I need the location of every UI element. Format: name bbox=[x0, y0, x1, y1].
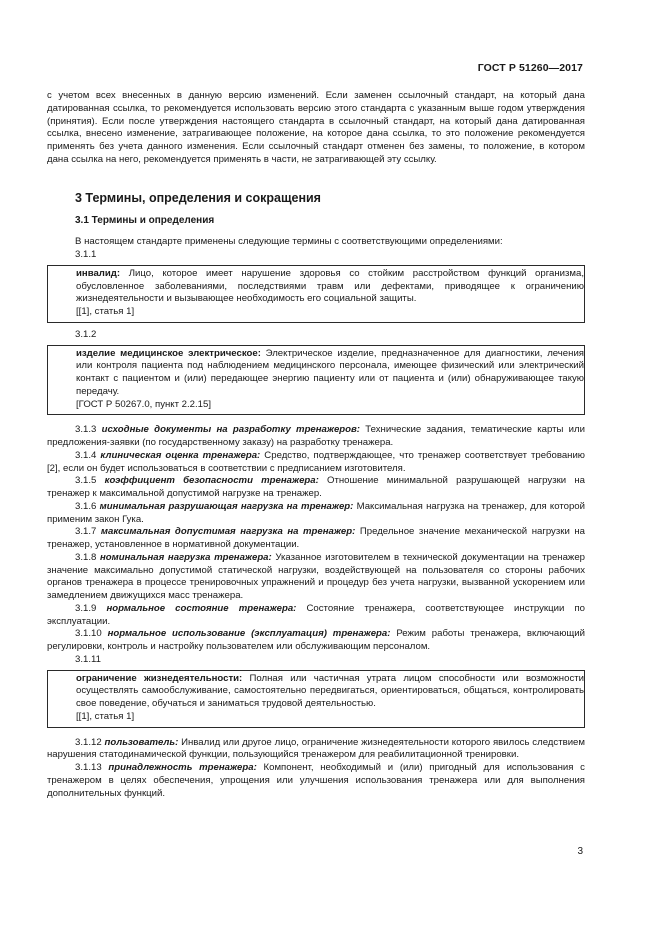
term-text: Технические задания, тематические карты или предложения-заявки (по государственному заказу) на разработку тренажера. bbox=[47, 424, 586, 448]
term-text: Предельное значение механической нагрузки на тренажер, установленное в нормативной документации. bbox=[47, 526, 585, 550]
term-number: 3.1.11 bbox=[75, 653, 101, 665]
term-name: коэффициент безопасности тренажера: bbox=[104, 475, 319, 487]
term-paragraph bbox=[47, 737, 585, 763]
term-paragraph bbox=[47, 603, 585, 629]
term-text: Полная или частичная утрата лицом способности или возможности осуществлять самообслуживание, самостоятельно передвигаться, ориентироваться, общаться, контролировать свое поведение, обучаться и заниматься трудовой деятельностью. bbox=[76, 672, 584, 709]
term-name: инвалид: bbox=[76, 267, 121, 279]
term-number: 3.1.4 bbox=[75, 449, 97, 461]
term-name: максимальная допустимая нагрузка на тренажер: bbox=[100, 526, 356, 538]
term-number: 3.1.7 bbox=[75, 526, 97, 538]
subsection-title: 3.1 Термины и определения bbox=[75, 214, 215, 226]
term-name: изделие медицинское электрическое: bbox=[76, 347, 261, 359]
term-number: 3.1.9 bbox=[75, 602, 97, 614]
page-content bbox=[47, 90, 585, 800]
term-source: [ГОСТ Р 50267.0, пункт 2.2.15] bbox=[76, 398, 211, 410]
term-number: 3.1.5 bbox=[75, 475, 97, 487]
term-name: нормальное состояние тренажера: bbox=[106, 602, 297, 614]
term-text: Электрическое изделие, предназначенное для диагностики, лечения или контроля пациента под наблюдением медицинского персонала, имеющее физический или электрический контакт с пациентом и (или) передающее энергию пациенту или от пациента и (или) обнаруживающее такую передачу. bbox=[76, 347, 584, 397]
term-number: 3.1.8 bbox=[75, 551, 97, 563]
term-number: 3.1.13 bbox=[75, 762, 102, 773]
term-text: Указанное изготовителем в технической документации на тренажер значение максимально допустимой статической нагрузки, воздействующей на пользователя со стороны рабочих органов тренажера в процессе тренировочных упражнений и процедур без учета нагрузки, вызванной ускорением или замедлением движущихся масс тренажера. bbox=[47, 551, 586, 601]
term-name: нормальное использование (эксплуатация) тренажера: bbox=[107, 628, 391, 640]
term-text: Инвалид или другое лицо, ограничение жизнедеятельности которого явилось следствием нарушения статодинамической функции, пользующийся тренажером для реабилитационной тренировки. bbox=[47, 736, 585, 761]
term-definition-box bbox=[47, 670, 585, 728]
term-name: принадлежность тренажера: bbox=[108, 762, 257, 773]
term-text: Максимальная нагрузка на тренажер, для которой применим закон Гука. bbox=[47, 500, 585, 525]
term-number: 3.1.12 bbox=[75, 736, 102, 748]
term-text: Лицо, которое имеет нарушение здоровья со стойким расстройством функций организма, обусловленное заболеваниями, последствиями травм или дефектами, приводящее к ограничению жизнедеятельности и вызывающее необходимость его социальной защиты. bbox=[76, 267, 584, 305]
term-text: Средство, подтверждающее, что тренажер соответствует требованию [2], если он будет использоваться в соответствии с предписанием изготовителя. bbox=[47, 449, 586, 474]
term-paragraph bbox=[47, 628, 585, 654]
page-number: 3 bbox=[577, 846, 583, 857]
term-definition-box bbox=[47, 345, 585, 416]
term-paragraph bbox=[47, 424, 585, 450]
term-paragraph bbox=[47, 552, 585, 603]
preamble-paragraph: с учетом всех внесенных в данную версию изменений. Если заменен ссылочный стандарт, на который дана датированная ссылка, то рекомендуется использовать версию этого стандарта с указанным выше годом утверждения (принятия). Если после утверждения настоящего стандарта в ссылочный стандарт, на который дана датированная ссылка, внесено изменение, затрагивающее положение, на которое дана ссылка, то это положение рекомендуется применять без учета данного изменения. Если ссылочный стандарт отменен без замены, то положение, в котором дана ссылка на него, рекомендуется применять в части, не затрагивающей эту ссылку. bbox=[47, 90, 585, 165]
term-paragraph bbox=[47, 475, 585, 501]
term-source: [[1], статья 1] bbox=[76, 710, 135, 722]
term-name: минимальная разрушающая нагрузка на тренажер: bbox=[99, 500, 354, 512]
term-name: клиническая оценка тренажера: bbox=[100, 449, 261, 461]
term-text: Режим работы тренажера, включающий регулировки, контроль и настройку пользователем или обслуживающим персоналом. bbox=[47, 628, 585, 652]
term-name: ограничение жизнедеятельности: bbox=[76, 672, 243, 684]
term-number: 3.1.1 bbox=[75, 249, 97, 260]
term-definition bbox=[76, 673, 584, 711]
term-number: 3.1.2 bbox=[75, 328, 97, 340]
term-text: Компонент, необходимый и (или) пригодный для использования с тренажером в целях обеспечения, упрощения или улучшения использования тренажера или для выполнения дополнительных функций. bbox=[47, 762, 585, 799]
term-name: пользователь: bbox=[104, 736, 179, 748]
term-paragraph bbox=[47, 526, 585, 552]
term-paragraph bbox=[47, 501, 585, 527]
term-name: номинальная нагрузка тренажера: bbox=[99, 551, 272, 563]
term-number: 3.1.10 bbox=[75, 628, 102, 640]
term-text: Отношение минимальной разрушающей нагрузки на тренажер к максимальной допустимой нагрузке на тренажер. bbox=[47, 475, 586, 499]
intro-paragraph: В настоящем стандарте применены следующие термины с соответствующими определениями: bbox=[75, 236, 503, 248]
term-name: исходные документы на разработку тренажеров: bbox=[101, 424, 361, 436]
term-definition bbox=[76, 348, 584, 399]
term-paragraph bbox=[47, 762, 585, 800]
term-number: 3.1.3 bbox=[75, 424, 97, 436]
term-number: 3.1.6 bbox=[75, 500, 97, 512]
section-title: 3 Термины, определения и сокращения bbox=[75, 190, 321, 205]
term-definition bbox=[76, 268, 584, 306]
document-code: ГОСТ Р 51260—2017 bbox=[477, 62, 583, 74]
term-paragraph bbox=[47, 450, 585, 476]
term-text: Состояние тренажера, соответствующее инструкции по эксплуатации. bbox=[47, 602, 585, 627]
term-definition-box bbox=[47, 265, 585, 323]
term-source: [[1], статья 1] bbox=[76, 306, 135, 317]
